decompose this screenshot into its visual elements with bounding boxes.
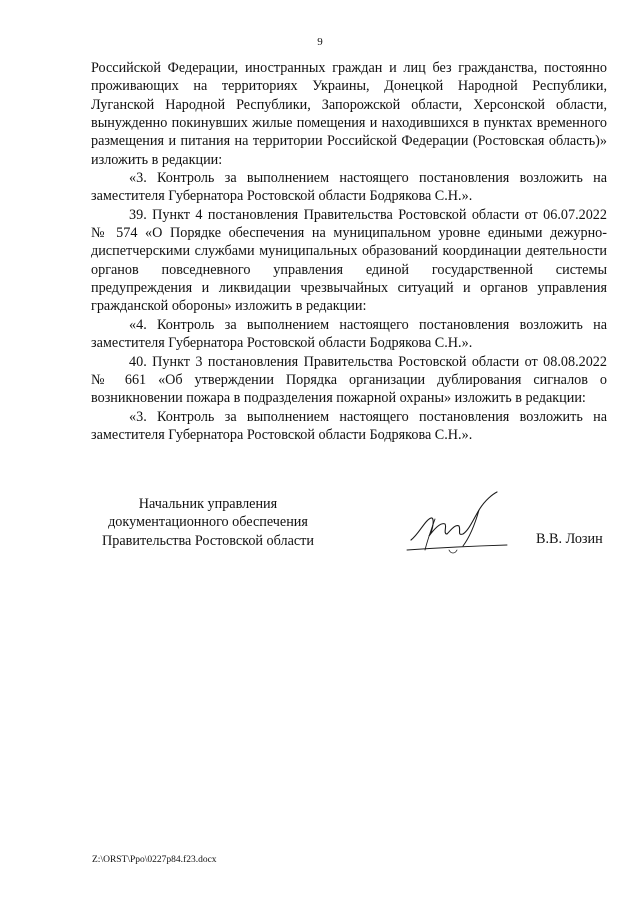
paragraph-quote-3: «3. Контроль за выполнением настоящего постановления возложить на заместителя Губернатора Ростовской области Бодрякова С.Н.». <box>91 170 607 205</box>
signatory-title-line: документационного обеспечения <box>108 514 308 531</box>
signer-name: В.В. Лозин <box>536 531 603 547</box>
page-number: 9 <box>317 36 323 48</box>
paragraph-item-40: 40. Пункт 3 постановления Правительства Ростовской области от 08.08.2022 № 661 «Об утверждении Порядка организации дублирования сигналов о возникновении пожара в подразделения пожарной охраны» изложить в редакции: <box>91 353 607 407</box>
signatory-title-line: Правительства Ростовской области <box>102 532 314 549</box>
handwritten-signature <box>405 490 510 560</box>
paragraph-quote-4: «4. Контроль за выполнением настоящего постановления возложить на заместителя Губернатора Ростовской области Бодрякова С.Н.». <box>91 316 607 352</box>
file-path: Z:\ORST\Ppo\0227p84.f23.docx <box>92 855 217 865</box>
paragraph-continuation: Российской Федерации, иностранных граждан и лиц без гражданства, постоянно проживающих на территориях Украины, Донецкой Народной Республики, Луганской Народной Республики, Запорожской области, Херсонской области, вынужденно покинувших жилые помещения и находившихся в пунктах временного размещения и питания на территории Российской Федерации (Ростовская область)» изложить в редакции: <box>91 60 607 168</box>
signatory-title-line: Начальник управления <box>138 496 278 512</box>
paragraph-quote-3-final: «3. Контроль за выполнением настоящего постановления возложить на заместителя Губернатора Ростовской области Бодрякова С.Н.». <box>91 408 607 443</box>
document-body <box>91 59 607 444</box>
paragraph-item-39: 39. Пункт 4 постановления Правительства Ростовской области от 06.07.2022 № 574 «О Порядке обеспечения на муниципальном уровне едиными дежурно-диспетчерскими службами муниципальных образований координации деятельности органов повседневного управления единой государственной системы предупреждения и ликвидации чрезвычайных ситуаций и органов управления гражданской обороны» изложить в редакции: <box>91 206 607 315</box>
signatory-title <box>90 495 326 550</box>
